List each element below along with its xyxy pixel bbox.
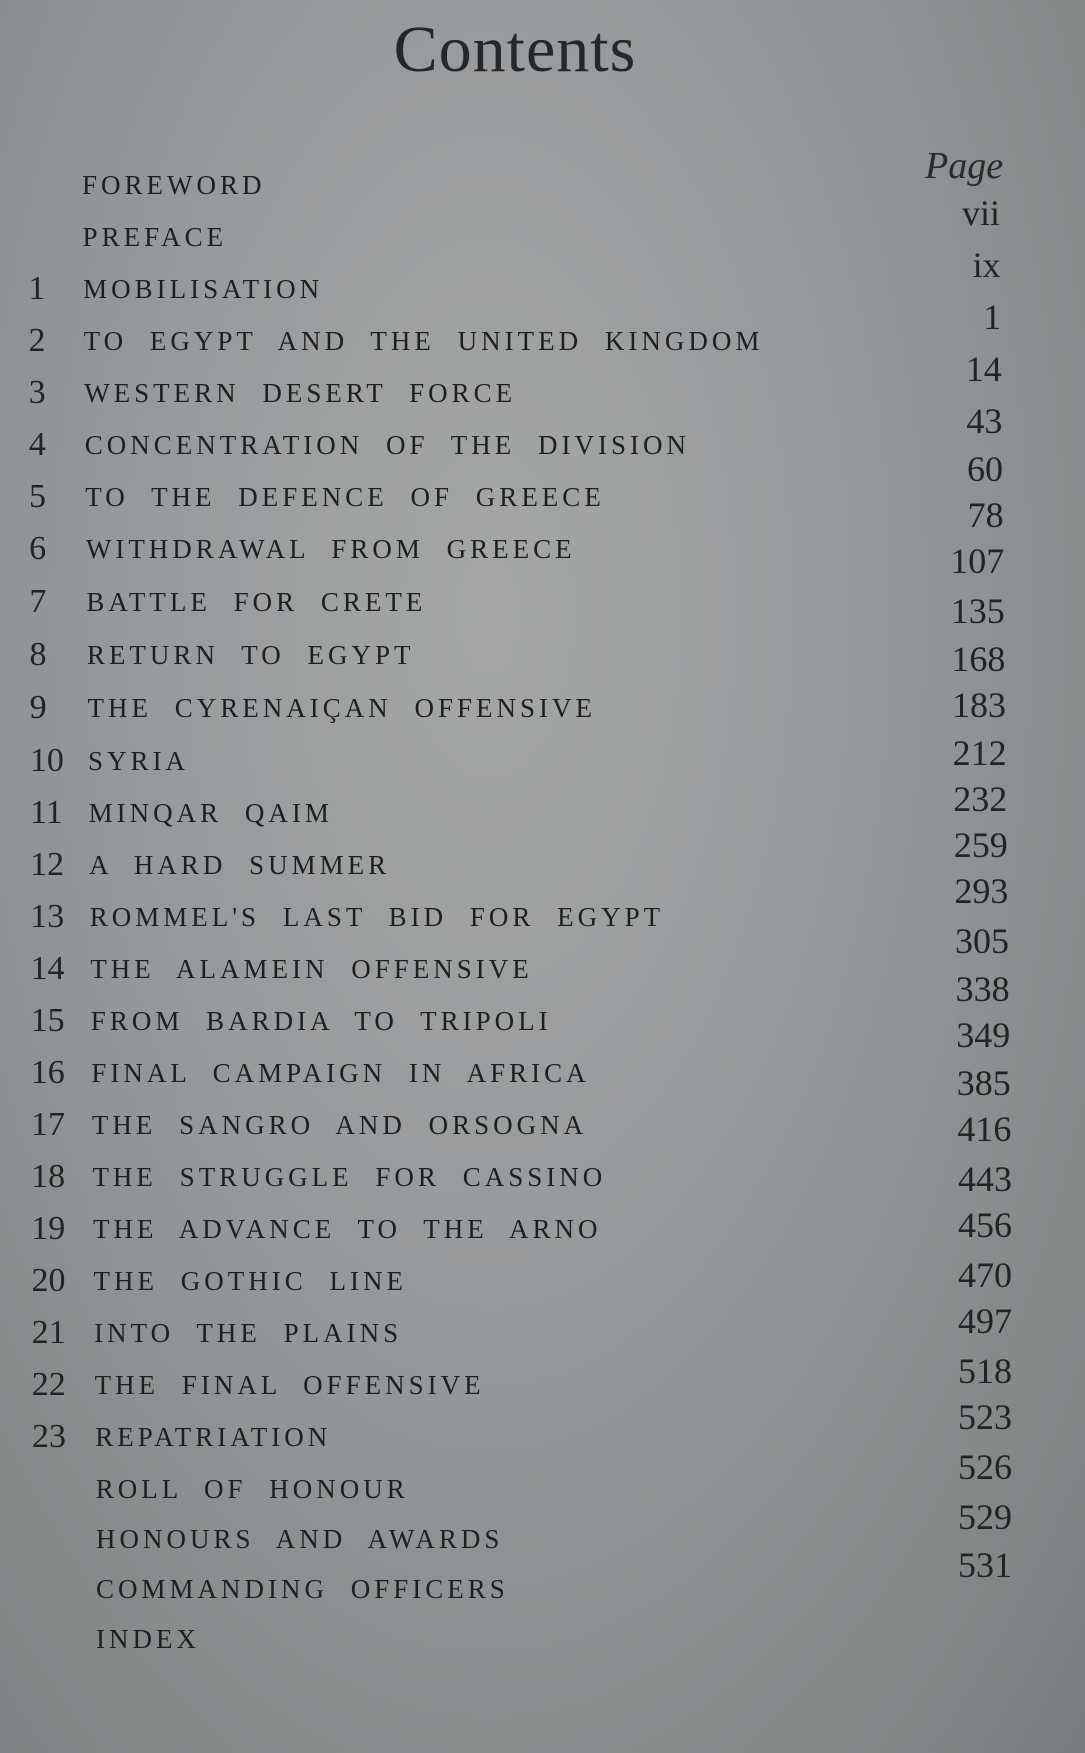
chapter-title: BATTLE FOR CRETE (86, 587, 427, 617)
chapter-number: 19 (31, 1210, 66, 1247)
toc-entry (0, 742, 1085, 794)
page-column-label: Page (925, 145, 1004, 187)
page-number: 259 (953, 825, 1008, 865)
chapter-number: 12 (30, 846, 65, 883)
page-number: 456 (958, 1205, 1012, 1245)
toc-entry (0, 1520, 1085, 1572)
chapter-title: MINQAR QAIM (88, 798, 333, 828)
chapter-number: 5 (28, 478, 46, 515)
chapter-number: 18 (31, 1158, 66, 1195)
chapter-title: WITHDRAWAL FROM GREECE (85, 534, 576, 564)
page-number: 518 (958, 1351, 1012, 1391)
page-number: vii (961, 193, 1000, 233)
page-number: 183 (952, 685, 1006, 725)
toc-entry (0, 950, 1085, 1002)
chapter-title: MOBILISATION (83, 274, 324, 304)
chapter-title: PREFACE (82, 222, 228, 252)
chapter-title: A HARD SUMMER (89, 850, 391, 880)
chapter-number: 6 (29, 530, 47, 567)
page-number: 531 (958, 1545, 1012, 1585)
page-number: 168 (951, 639, 1006, 679)
chapter-number: 10 (29, 742, 64, 779)
chapter-title: INDEX (96, 1624, 200, 1654)
chapter-number: 16 (30, 1054, 65, 1091)
page-number: 78 (967, 495, 1004, 535)
chapter-title: REPATRIATION (95, 1422, 332, 1452)
chapter-title: INTO THE PLAINS (94, 1318, 403, 1348)
page-number: 338 (955, 969, 1010, 1009)
page-number: 385 (956, 1063, 1011, 1103)
page-number: 232 (953, 779, 1008, 819)
page-number: 293 (954, 871, 1009, 911)
page-number: 43 (966, 401, 1003, 441)
page-number: 526 (958, 1447, 1012, 1487)
toc-entry (0, 898, 1085, 950)
toc-entry (0, 1418, 1085, 1470)
toc-entry (0, 530, 1085, 582)
chapter-number: 21 (31, 1314, 66, 1351)
page-number: 470 (958, 1255, 1012, 1295)
page-number: 529 (958, 1497, 1012, 1537)
chapter-number: 1 (28, 270, 46, 307)
chapter-number: 13 (30, 898, 65, 935)
toc-entry (0, 1366, 1085, 1418)
page-number: 443 (958, 1159, 1012, 1199)
toc-entry (0, 689, 1085, 741)
chapter-number: 14 (30, 950, 65, 987)
chapter-title: COMMANDING OFFICERS (96, 1574, 509, 1604)
chapter-title: THE STRUGGLE FOR CASSINO (92, 1162, 607, 1192)
chapter-title: FROM BARDIA TO TRIPOLI (90, 1006, 552, 1036)
toc-entry (0, 1158, 1085, 1210)
chapter-title: RETURN TO EGYPT (86, 640, 415, 670)
chapter-number: 8 (29, 636, 47, 673)
chapter-title: THE GOTHIC LINE (93, 1266, 407, 1296)
chapter-number: 15 (30, 1002, 65, 1039)
chapter-title: TO THE DEFENCE OF GREECE (85, 482, 605, 512)
page-number: 135 (950, 591, 1005, 631)
page-number: ix (972, 245, 1001, 285)
chapter-title: ROLL OF HONOUR (95, 1474, 409, 1504)
chapter-title: ROMMEL'S LAST BID FOR EGYPT (89, 902, 665, 932)
chapter-number: 20 (31, 1262, 66, 1299)
toc-entry (0, 1620, 1085, 1672)
chapter-title: THE CYRENAIÇAN OFFENSIVE (87, 693, 597, 723)
page-number: 212 (952, 733, 1007, 773)
toc-entry (0, 1106, 1085, 1158)
page-number: 523 (958, 1397, 1012, 1437)
toc-entry (0, 478, 1085, 530)
chapter-number: 3 (28, 374, 46, 411)
toc-entry (0, 1054, 1085, 1106)
toc-entry (0, 1570, 1085, 1622)
chapter-title: SYRIA (88, 746, 190, 776)
chapter-title: THE FINAL OFFENSIVE (94, 1370, 485, 1400)
page-number: 305 (955, 921, 1009, 961)
page-number: 60 (967, 449, 1003, 489)
toc-entry (0, 583, 1085, 635)
chapter-number: 22 (31, 1366, 66, 1403)
toc-entry (0, 1262, 1085, 1314)
toc-entry (0, 636, 1085, 688)
toc-entry (0, 1470, 1085, 1522)
page-number: 1 (983, 297, 1002, 337)
page-number: 107 (950, 541, 1005, 581)
chapter-number: 2 (28, 322, 46, 359)
chapter-number: 9 (29, 689, 47, 726)
chapter-number: 11 (29, 794, 63, 831)
page-number: 497 (958, 1301, 1012, 1341)
chapter-number: 7 (29, 583, 47, 620)
page-number: 349 (956, 1015, 1011, 1055)
chapter-title: TO EGYPT AND THE UNITED KINGDOM (83, 326, 764, 356)
chapter-title: FOREWORD (82, 170, 266, 200)
toc-entry (0, 1002, 1085, 1054)
chapter-number: 4 (28, 426, 46, 463)
chapter-title: HONOURS AND AWARDS (96, 1524, 504, 1554)
chapter-title: THE SANGRO AND ORSOGNA (91, 1110, 588, 1140)
chapter-title: WESTERN DESERT FORCE (84, 378, 517, 408)
toc-entry (0, 794, 1085, 846)
page-number: 14 (965, 349, 1002, 389)
chapter-title: CONCENTRATION OF THE DIVISION (84, 430, 690, 460)
chapter-number: 23 (31, 1418, 66, 1455)
chapter-title: THE ADVANCE TO THE ARNO (93, 1214, 602, 1244)
chapter-title: FINAL CAMPAIGN IN AFRICA (91, 1058, 590, 1088)
page-number: 416 (957, 1109, 1012, 1149)
toc-entry (0, 846, 1085, 898)
toc-entry (0, 1210, 1085, 1262)
page-title: Contents (393, 13, 637, 86)
chapter-number: 17 (30, 1106, 65, 1143)
toc-entry (0, 1314, 1085, 1366)
chapter-title: THE ALAMEIN OFFENSIVE (90, 954, 533, 984)
